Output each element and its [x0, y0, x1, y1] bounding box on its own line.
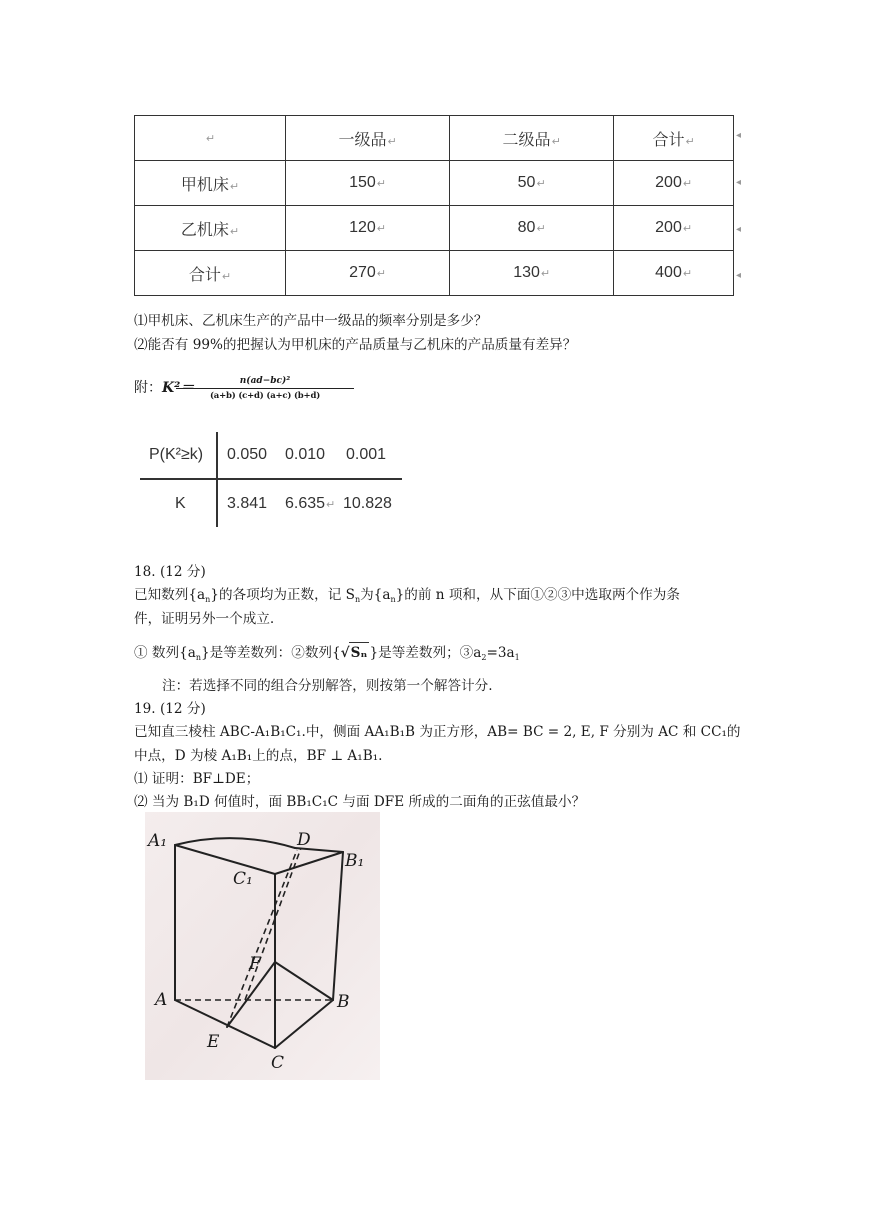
p-value: 0.001	[346, 446, 387, 463]
k-row2-label: K	[175, 495, 186, 512]
table-cell: 200↵	[614, 206, 734, 251]
table-cell: 50↵	[450, 161, 614, 206]
k-critical-table	[140, 432, 402, 527]
q18-line1: 已知数列$\{a_n\}$的各项均为正数，记 $S_n$为$\{a_n\}$的前 n 项和，从下面①②③中选取两个作为条	[134, 587, 680, 604]
table-header-cell: 一级品↵	[286, 116, 450, 161]
k-value: 3.841	[227, 495, 268, 512]
q19-line2: 中点，D 为棱 A₁B₁上的点，BF ⊥ A₁B₁.	[134, 748, 383, 764]
k-value: 6.635↵	[285, 495, 336, 512]
q19-part1: ⑴ 证明：BF⊥DE；	[134, 771, 260, 787]
row-end-marker: ◂	[736, 224, 742, 235]
table-row	[135, 206, 734, 251]
sqrt-sn: Sₙ	[349, 642, 370, 663]
vertical-divider	[216, 432, 218, 527]
q18-conditions: ① 数列$\{a_n\}$是等差数列：②数列{√Sₙ }是等差数列；$③a_2=3a_1$	[134, 642, 520, 668]
table-header-cell: 二级品↵	[450, 116, 614, 161]
table-cell: 甲机床↵	[135, 161, 286, 206]
q18-note: 注：若选择不同的组合分别解答，则按第一个解答计分.	[162, 678, 493, 694]
table-row	[135, 251, 734, 296]
q18-line2: 件，证明另外一个成立.	[134, 611, 275, 627]
q18-heading: 18. (12 分)	[134, 564, 206, 580]
label-A1: A₁	[148, 831, 168, 851]
table-cell: 合计↵	[135, 251, 286, 296]
table-cell: 130↵	[450, 251, 614, 296]
table-cell: 120↵	[286, 206, 450, 251]
p-value: 0.010	[285, 446, 326, 463]
q17-part1: ⑴甲机床、乙机床生产的产品中一级品的频率分别是多少？	[134, 313, 488, 329]
label-D: D	[297, 830, 311, 850]
p-value: 0.050	[227, 446, 268, 463]
k-value: 10.828	[343, 495, 392, 512]
formula-prefix: 附：K²＝	[134, 380, 195, 396]
row-end-marker: ◂	[736, 177, 742, 188]
row-end-marker: ◂	[736, 270, 742, 281]
label-E: E	[207, 1032, 220, 1052]
label-B: B	[337, 992, 350, 1012]
table-cell: 270↵	[286, 251, 450, 296]
q17-part2: ⑵能否有 99%的把握认为甲机床的产品质量与乙机床的产品质量有差异？	[134, 337, 577, 353]
label-F: F	[249, 954, 261, 974]
table-row	[135, 161, 734, 206]
horizontal-divider	[140, 478, 402, 480]
formula-denominator: (a+b) (c+d) (a+c) (b+d)	[209, 391, 321, 401]
quality-table	[134, 115, 734, 296]
row-end-marker: ◂	[736, 130, 742, 141]
q19-part2: ⑵ 当为 B₁D 何值时，面 BB₁C₁C 与面 DFE 所成的二面角的正弦值最小？	[134, 794, 586, 810]
prism-figure	[145, 812, 380, 1080]
table-cell: 80↵	[450, 206, 614, 251]
table-header-cell: ↵	[135, 116, 286, 161]
table-cell: 乙机床↵	[135, 206, 286, 251]
q19-heading: 19. (12 分)	[134, 701, 206, 717]
formula-fraction	[176, 375, 354, 402]
table-cell: 200↵	[614, 161, 734, 206]
k-row1-label: P(K²≥k)	[149, 446, 204, 463]
formula-numerator: n(ad−bc)²	[239, 376, 291, 386]
table-header-cell: 合计↵	[614, 116, 734, 161]
q19-line1: 已知直三棱柱 ABC-A₁B₁C₁.中，侧面 AA₁B₁B 为正方形，AB= BC = 2, E, F 分别为 AC 和 CC₁的	[134, 724, 741, 740]
label-A: A	[155, 990, 168, 1010]
table-cell: 150↵	[286, 161, 450, 206]
table-header-row	[135, 116, 734, 161]
label-C: C	[271, 1053, 285, 1073]
label-C1: C₁	[233, 869, 253, 889]
table-cell: 400↵	[614, 251, 734, 296]
label-B1: B₁	[345, 851, 365, 871]
